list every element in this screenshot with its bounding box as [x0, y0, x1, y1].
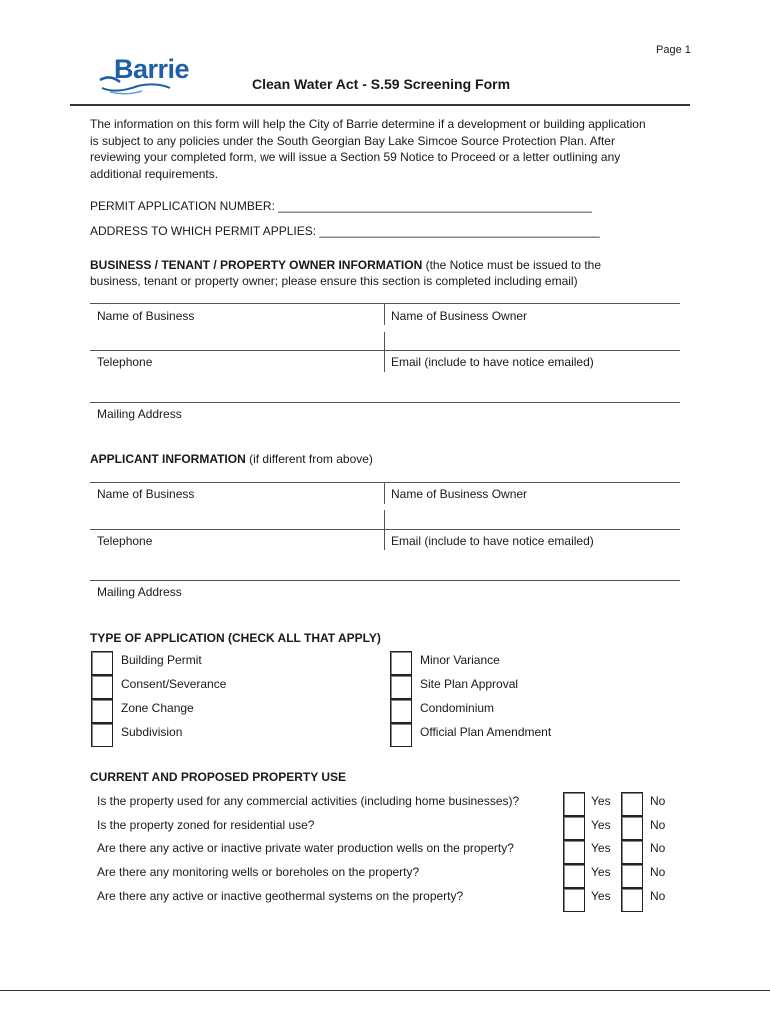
telephone-field[interactable]: Telephone [97, 355, 153, 369]
applicant-heading-bold: APPLICANT INFORMATION [90, 452, 246, 466]
applicant-business-name-field[interactable]: Name of Business [97, 487, 195, 501]
email-field[interactable]: Email (include to have notice emailed) [391, 355, 594, 369]
condominium-checkbox[interactable] [390, 699, 412, 723]
intro-paragraph: The information on this form will help the City of Barrie determine if a development or building application is subject to any policies under the South Georgian Bay Lake Simcoe Source Protection Plan. After reviewing your completed form, we will issue a Section 59 Notice to Proceed or a letter outlining any additional requirements. [90, 117, 646, 181]
mailing-address-field[interactable]: Mailing Address [97, 407, 182, 421]
no-label: No [650, 841, 666, 855]
divider [90, 580, 680, 581]
footer-divider [0, 990, 770, 991]
question-residential: Is the property zoned for residential use? [97, 818, 315, 832]
address-field[interactable]: ADDRESS TO WHICH PERMIT APPLIES: __________________________________________ [90, 224, 600, 238]
no-label: No [650, 889, 666, 903]
header-divider [70, 104, 690, 106]
business-section-heading [90, 257, 650, 289]
applicant-mailing-address-field[interactable]: Mailing Address [97, 585, 182, 599]
subdivision-label: Subdivision [121, 725, 183, 739]
geothermal-no-checkbox[interactable] [621, 888, 643, 912]
residential-no-checkbox[interactable] [621, 816, 643, 840]
question-geothermal: Are there any active or inactive geothermal systems on the property? [97, 889, 464, 903]
site-plan-approval-checkbox[interactable] [390, 675, 412, 699]
logo-wave-icon [96, 54, 206, 100]
water-wells-no-checkbox[interactable] [621, 840, 643, 864]
barrie-logo [96, 54, 206, 100]
permit-number-field[interactable]: PERMIT APPLICATION NUMBER: _______________________________________________ [90, 199, 592, 213]
building-permit-checkbox[interactable] [91, 651, 113, 675]
monitoring-wells-no-checkbox[interactable] [621, 864, 643, 888]
applicant-telephone-field[interactable]: Telephone [97, 534, 153, 548]
official-plan-amendment-label: Official Plan Amendment [420, 725, 552, 739]
commercial-yes-checkbox[interactable] [563, 792, 585, 816]
condominium-label: Condominium [420, 701, 495, 715]
subdivision-checkbox[interactable] [91, 723, 113, 747]
residential-yes-checkbox[interactable] [563, 816, 585, 840]
minor-variance-checkbox[interactable] [390, 651, 412, 675]
commercial-no-checkbox[interactable] [621, 792, 643, 816]
building-permit-label: Building Permit [121, 653, 202, 667]
page-number: Page 1 [656, 44, 691, 56]
divider [384, 510, 385, 550]
applicant-section-heading [90, 451, 373, 467]
divider [90, 529, 680, 530]
applicant-email-field[interactable]: Email (include to have notice emailed) [391, 534, 594, 548]
consent-severance-checkbox[interactable] [91, 675, 113, 699]
yes-label: Yes [591, 865, 611, 879]
site-plan-approval-label: Site Plan Approval [420, 677, 519, 691]
logo-text: Barrie [114, 54, 190, 84]
divider [384, 482, 385, 504]
official-plan-amendment-checkbox[interactable] [390, 723, 412, 747]
geothermal-yes-checkbox[interactable] [563, 888, 585, 912]
application-type-heading: TYPE OF APPLICATION (CHECK ALL THAT APPLY) [90, 631, 381, 645]
yes-label: Yes [591, 794, 611, 808]
yes-label: Yes [591, 818, 611, 832]
consent-severance-label: Consent/Severance [121, 677, 227, 691]
question-water-wells: Are there any active or inactive private water production wells on the property? [97, 841, 514, 855]
applicant-business-owner-field[interactable]: Name of Business Owner [391, 487, 528, 501]
divider [90, 482, 680, 483]
business-owner-field[interactable]: Name of Business Owner [391, 309, 528, 323]
divider [384, 332, 385, 372]
no-label: No [650, 865, 666, 879]
no-label: No [650, 818, 666, 832]
applicant-heading-note: (if different from above) [245, 452, 373, 466]
business-name-field[interactable]: Name of Business [97, 309, 195, 323]
no-label: No [650, 794, 666, 808]
monitoring-wells-yes-checkbox[interactable] [563, 864, 585, 888]
divider [90, 303, 680, 304]
divider [384, 303, 385, 325]
property-use-heading: CURRENT AND PROPOSED PROPERTY USE [90, 770, 347, 784]
business-heading-bold: BUSINESS / TENANT / PROPERTY OWNER INFORMATION [90, 258, 423, 272]
minor-variance-label: Minor Variance [420, 653, 500, 667]
yes-label: Yes [591, 841, 611, 855]
zone-change-checkbox[interactable] [91, 699, 113, 723]
zone-change-label: Zone Change [121, 701, 194, 715]
business-heading-note: (the Notice must be issued to the business, tenant or property owner; please ensure this section is completed including email) [90, 258, 602, 288]
yes-label: Yes [591, 889, 611, 903]
question-monitoring-wells: Are there any monitoring wells or boreholes on the property? [97, 865, 420, 879]
divider [90, 402, 680, 403]
divider [90, 350, 680, 351]
page-title: Clean Water Act - S.59 Screening Form [252, 76, 511, 92]
question-commercial: Is the property used for any commercial activities (including home businesses)? [97, 794, 520, 808]
water-wells-yes-checkbox[interactable] [563, 840, 585, 864]
